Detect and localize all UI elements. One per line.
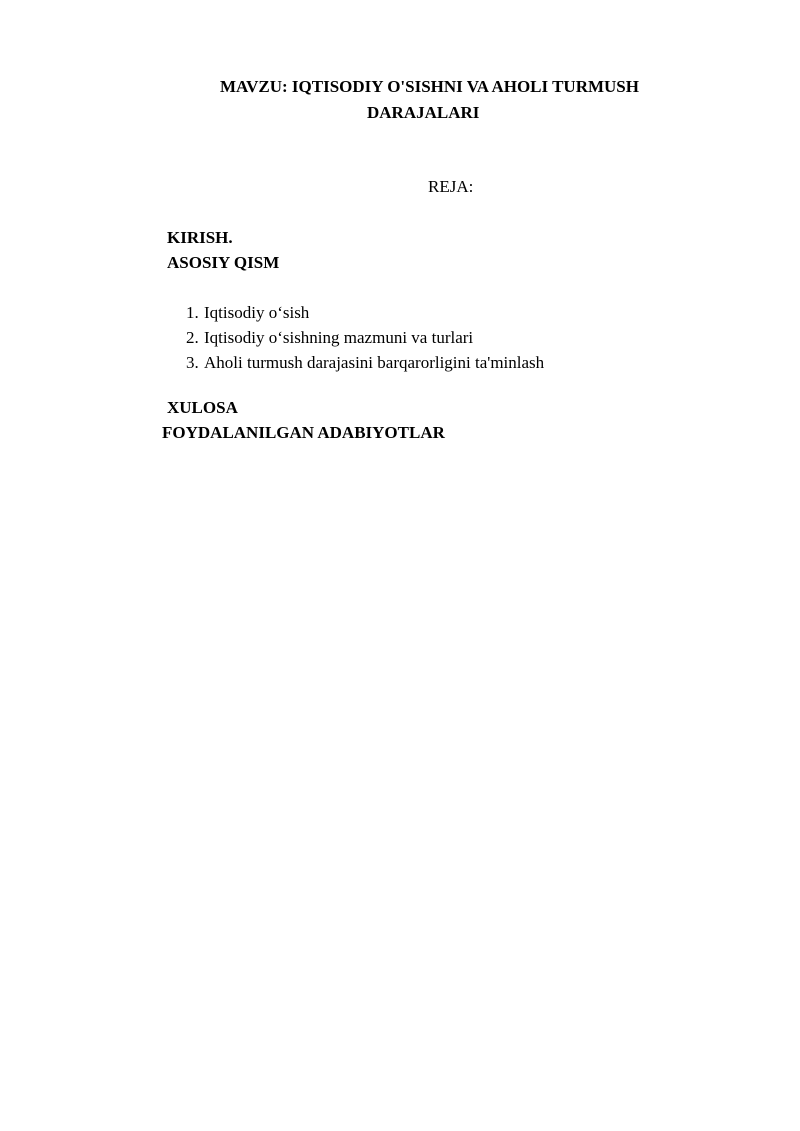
section-intro: KIRISH. (167, 228, 233, 247)
list-item-text: Aholi turmush darajasini barqarorligini ta'minlash (204, 353, 545, 372)
list-item-text: Iqtisodiy o‘sishning mazmuni va turlari (204, 328, 474, 347)
list-item (186, 350, 544, 375)
plan-heading: REJA: (428, 177, 474, 196)
document-title-line-2: DARAJALARI (367, 103, 480, 122)
list-item (186, 300, 544, 325)
section-main: ASOSIY QISM (167, 253, 280, 272)
section-references: FOYDALANILGAN ADABIYOTLAR (162, 423, 445, 442)
list-item-number: 3. (186, 353, 199, 372)
document-title-line-1: MAVZU: IQTISODIY O'SISHNI VA AHOLI TURMUSH (220, 77, 639, 96)
list-item-text: Iqtisodiy o‘sish (204, 303, 310, 322)
list-item-number: 1. (186, 303, 199, 322)
plan-list (186, 300, 544, 375)
section-conclusion: XULOSA (167, 398, 238, 417)
list-item-number: 2. (186, 328, 199, 347)
list-item (186, 325, 544, 350)
